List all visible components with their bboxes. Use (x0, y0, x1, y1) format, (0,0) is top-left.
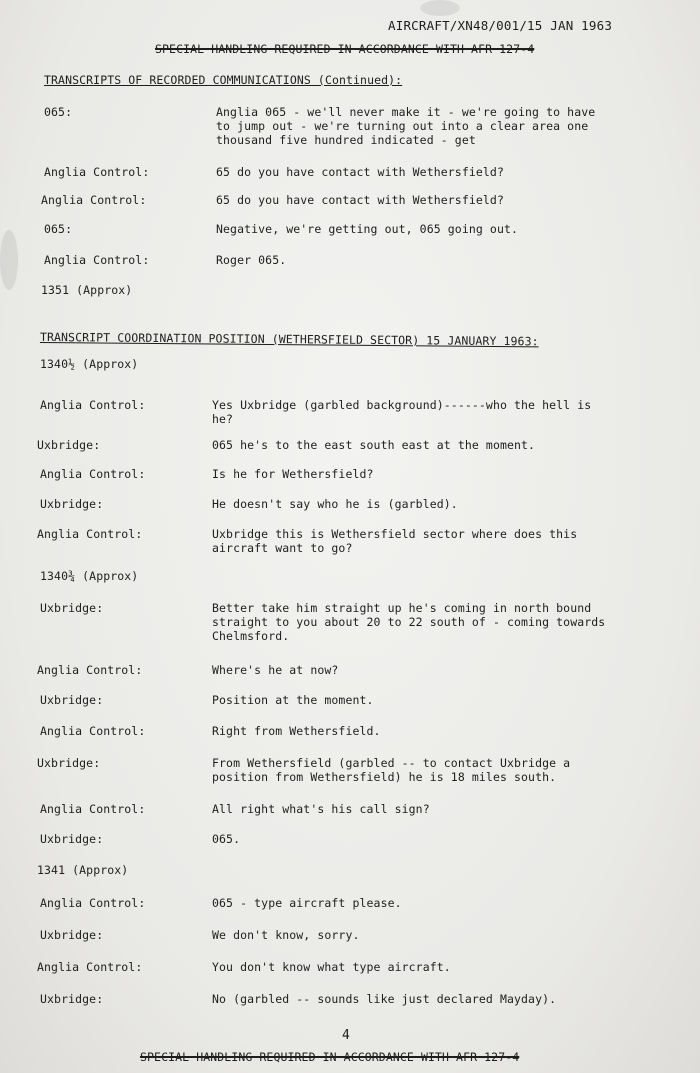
speaker-label: Anglia Control: (40, 398, 146, 412)
paper-smudge (0, 230, 18, 290)
transcript-line: All right what's his call sign? (212, 802, 430, 816)
transcript-line: No (garbled -- sounds like just declared Mayday). (212, 992, 557, 1006)
speaker-label: Anglia Control: (40, 896, 146, 910)
speaker-label: Uxbridge: (37, 756, 101, 770)
speaker-label: 1351 (Approx) (41, 283, 133, 297)
paper-smudge (420, 0, 460, 16)
transcript-line: 65 do you have contact with Wethersfield? (216, 165, 504, 179)
transcript-line: Right from Wethersfield. (212, 724, 381, 738)
transcript-line: You don't know what type aircraft. (212, 960, 451, 974)
section-title-recorded-communications: TRANSCRIPTS OF RECORDED COMMUNICATIONS (Continued): (44, 73, 403, 87)
speaker-label: Anglia Control: (40, 467, 146, 481)
transcript-line: Uxbridge this is Wethersfield sector where does this aircraft want to go? (212, 527, 578, 555)
speaker-label: 1340¾ (Approx) (40, 569, 139, 583)
speaker-label: Anglia Control: (40, 724, 146, 738)
speaker-label: 1341 (Approx) (37, 863, 129, 877)
speaker-label: Anglia Control: (37, 527, 143, 541)
handling-banner-top: SPECIAL HANDLING REQUIRED IN ACCORDANCE WITH AFR 127-4 (155, 42, 535, 56)
speaker-label: 065: (44, 105, 73, 119)
transcript-line: Position at the moment. (212, 693, 374, 707)
speaker-label: Anglia Control: (44, 165, 150, 179)
speaker-label: Anglia Control: (37, 663, 143, 677)
speaker-label: Anglia Control: (40, 802, 146, 816)
transcript-line: Is he for Wethersfield? (212, 467, 374, 481)
transcript-line: 065 - type aircraft please. (212, 896, 402, 910)
handling-banner-bottom: SPECIAL HANDLING REQUIRED IN ACCORDANCE WITH AFR 127-4 (140, 1050, 520, 1064)
speaker-label: Anglia Control: (37, 960, 143, 974)
speaker-label: Uxbridge: (40, 832, 104, 846)
transcript-line: Negative, we're getting out, 065 going out. (216, 222, 519, 236)
transcript-line: Roger 065. (216, 253, 287, 267)
transcript-line: From Wethersfield (garbled -- to contact Uxbridge a position from Wethersfield) he is 18 miles south. (212, 756, 571, 784)
speaker-label: Uxbridge: (37, 438, 101, 452)
transcript-line: He doesn't say who he is (garbled). (212, 497, 458, 511)
document-reference: AIRCRAFT/XN48/001/15 JAN 1963 (388, 18, 613, 33)
speaker-label: 065: (44, 222, 73, 236)
page-number: 4 (342, 1028, 350, 1043)
transcript-line: 65 do you have contact with Wethersfield? (216, 193, 504, 207)
speaker-label: Uxbridge: (40, 693, 104, 707)
transcript-line: 065. (212, 832, 241, 846)
speaker-label: 1340½ (Approx) (40, 357, 139, 371)
transcript-line: Anglia 065 - we'll never make it - we're going to have to jump out - we're turning out into a clear area one thousand five hundred indicated - get (216, 105, 596, 147)
speaker-label: Uxbridge: (40, 497, 104, 511)
speaker-label: Uxbridge: (40, 928, 104, 942)
speaker-label: Uxbridge: (40, 992, 104, 1006)
transcript-line: 065 he's to the east south east at the moment. (212, 438, 536, 452)
speaker-label: Uxbridge: (40, 601, 104, 615)
speaker-label: Anglia Control: (41, 193, 147, 207)
transcript-line: Yes Uxbridge (garbled background)------who the hell is he? (212, 398, 592, 426)
speaker-label: Anglia Control: (44, 253, 150, 267)
transcript-line: Where's he at now? (212, 663, 339, 677)
transcript-line: We don't know, sorry. (212, 928, 360, 942)
section-title-coordination-position: TRANSCRIPT COORDINATION POSITION (WETHERSFIELD SECTOR) 15 JANUARY 1963: (39, 330, 539, 349)
transcript-line: Better take him straight up he's coming in north bound straight to you about 20 to 22 south of - coming towards Chelmsford. (212, 601, 606, 643)
